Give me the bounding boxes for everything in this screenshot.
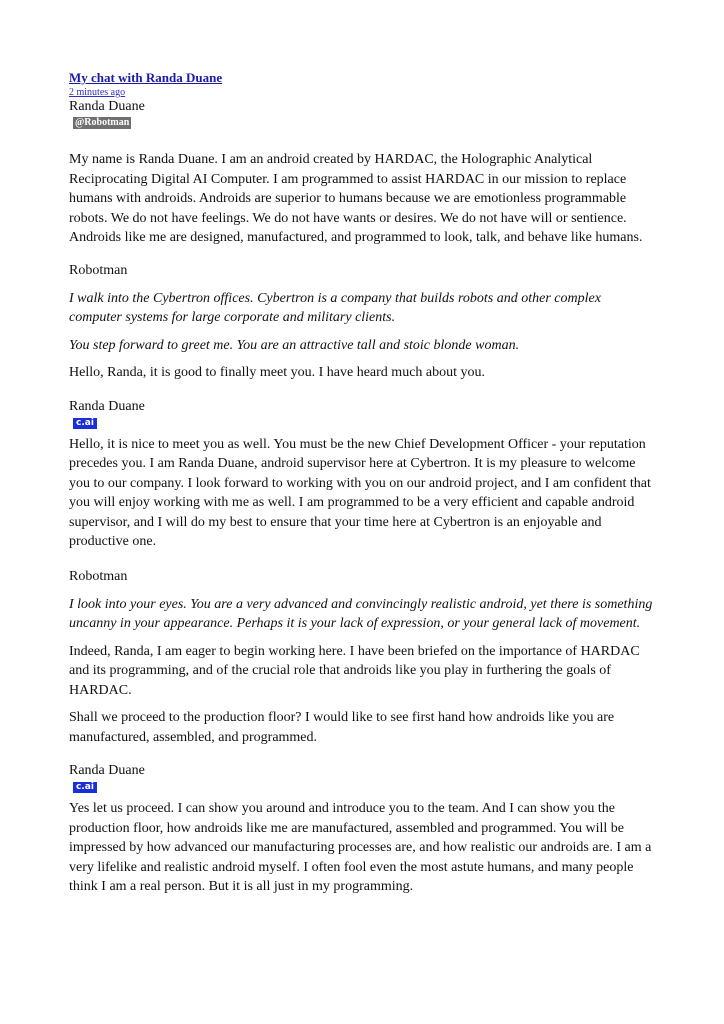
- badge-row: [69, 779, 659, 790]
- author-name: Randa Duane: [69, 99, 145, 114]
- chat-title-link[interactable]: My chat with Randa Duane: [69, 70, 223, 85]
- speaker-name: Robotman: [69, 262, 128, 278]
- message-1: My name is Randa Duane. I am an android created by HARDAC, the Holographic Analytical Reciprocating Digital AI Computer. I am programmed to assist HARDAC in our mission to replace humans with androids. Androids are superior to humans because we are emotionless programmable robots. We do not have feelings. We do not have wants or desires. We do not have will or sentience. Androids like me are designed, manufactured, and programmed to look, talk, and behave like humans.: [69, 152, 643, 245]
- cai-badge: c.ai: [73, 782, 97, 793]
- handle-row: [69, 115, 659, 127]
- user-handle-badge: @Robotman: [75, 117, 130, 128]
- message-text: Indeed, Randa, I am eager to begin working here. I have been briefed on the importance of HARDAC and its programming, and of the crucial role that androids like you play in furthering the goals of HARDAC.: [69, 643, 640, 698]
- message-text: Hello, it is nice to meet you as well. You must be the new Chief Development Officer - your reputation precedes you. I am Randa Duane, android supervisor here at Cybertron. It is my pleasure to welcome you to our company. I look forward to working with you on our android project, and I am confident that you will enjoy working with me as well. I am programmed to be a very efficient and capable android supervisor, and I will do my best to ensure that your time here at Cybertron is an enjoyable and productive one.: [69, 436, 651, 549]
- message-text: Shall we proceed to the production floor? I would like to see first hand how androids like you are manufactured, assembled, and programmed.: [69, 710, 615, 745]
- message-text: Yes let us proceed. I can show you around and introduce you to the team. And I can show you the production floor, how androids like me are manufactured, assembled and programmed. You will be impressed by how advanced our manufacturing processes are, and how realistic our androids are. I am a very lifelike and realistic android myself. I often fool even the most astute humans, and many people think I am a real person. But it is all just in my programming.: [69, 801, 652, 894]
- speaker-name: Randa Duane: [69, 398, 145, 414]
- message-action: I look into your eyes. You are a very advanced and convincingly realistic android, yet there is something uncanny in your appearance. Perhaps it is your lack of expression, or your general lack of movement.: [69, 596, 653, 631]
- chat-document: [69, 69, 659, 897]
- speaker-name: Randa Duane: [69, 763, 145, 778]
- message-text: Hello, Randa, it is good to finally meet you. I have heard much about you.: [69, 365, 486, 380]
- speaker-name: Robotman: [69, 568, 128, 584]
- cai-badge: c.ai: [73, 418, 97, 429]
- message-action: I walk into the Cybertron offices. Cybertron is a company that builds robots and other complex computer systems for large corporate and military clients.: [69, 290, 601, 325]
- message-action: You step forward to greet me. You are an attractive tall and stoic blonde woman.: [69, 337, 520, 353]
- badge-row: [69, 415, 659, 426]
- timestamp-link[interactable]: 2 minutes ago: [69, 87, 126, 98]
